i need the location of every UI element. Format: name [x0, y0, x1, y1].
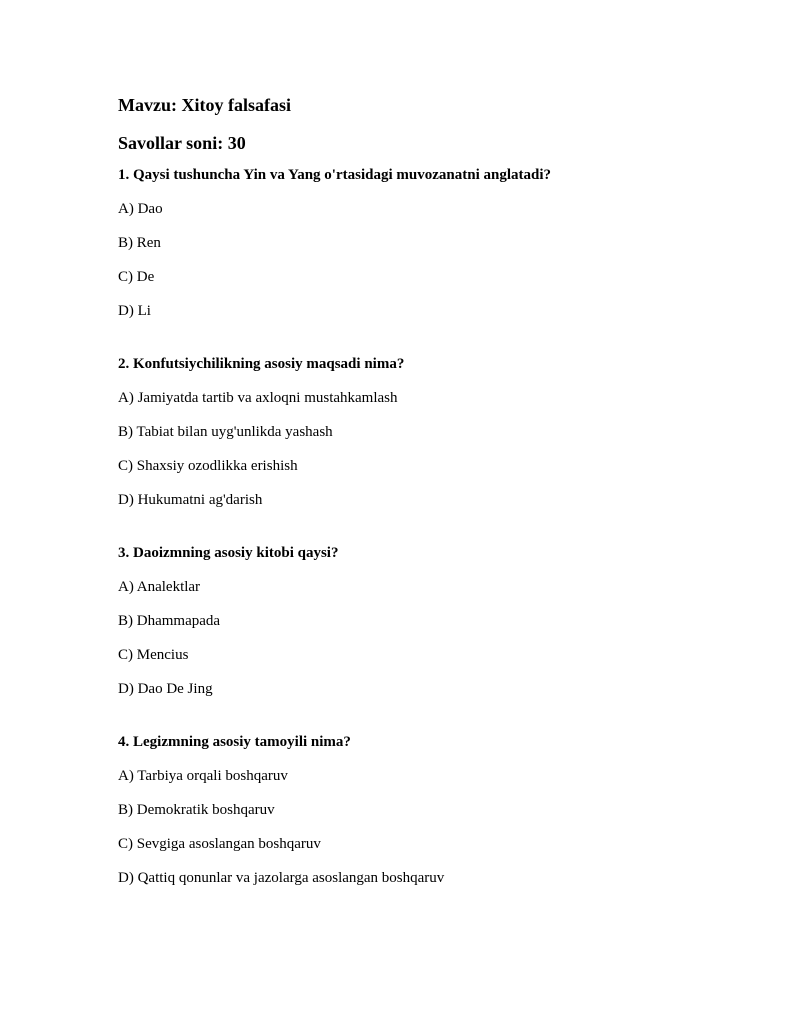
answer-option-b: B) Ren	[118, 235, 161, 251]
question-1	[118, 165, 758, 321]
answer-option-b: B) Demokratik boshqaruv	[118, 802, 275, 818]
answer-option-a: A) Tarbiya orqali boshqaruv	[118, 768, 288, 784]
question-text: 4. Legizmning asosiy tamoyili nima?	[118, 734, 351, 750]
question-3	[118, 543, 758, 699]
question-text: 1. Qaysi tushuncha Yin va Yang o'rtasidagi muvozanatni anglatadi?	[118, 167, 552, 183]
answer-option-c: C) Mencius	[118, 647, 189, 663]
question-4	[118, 732, 758, 888]
answer-option-b: B) Dhammapada	[118, 613, 221, 629]
answer-option-c: C) De	[118, 269, 155, 285]
answer-option-d: D) Li	[118, 303, 151, 319]
answer-option-a: A) Dao	[118, 201, 163, 217]
document-page	[118, 93, 758, 902]
topic-heading: Mavzu: Xitoy falsafasi	[118, 95, 291, 115]
answer-option-d: D) Dao De Jing	[118, 681, 213, 697]
question-count-heading: Savollar soni: 30	[118, 133, 246, 153]
answer-option-b: B) Tabiat bilan uyg'unlikda yashash	[118, 424, 333, 440]
answer-option-c: C) Sevgiga asoslangan boshqaruv	[118, 836, 321, 852]
answer-option-c: C) Shaxsiy ozodlikka erishish	[118, 458, 298, 474]
answer-option-d: D) Qattiq qonunlar va jazolarga asoslangan boshqaruv	[118, 870, 445, 886]
question-text: 2. Konfutsiychilikning asosiy maqsadi nima?	[118, 356, 405, 372]
answer-option-a: A) Analektlar	[118, 579, 201, 595]
question-2	[118, 354, 758, 510]
answer-option-a: A) Jamiyatda tartib va axloqni mustahkamlash	[118, 390, 398, 406]
question-text: 3. Daoizmning asosiy kitobi qaysi?	[118, 545, 339, 561]
answer-option-d: D) Hukumatni ag'darish	[118, 492, 263, 508]
